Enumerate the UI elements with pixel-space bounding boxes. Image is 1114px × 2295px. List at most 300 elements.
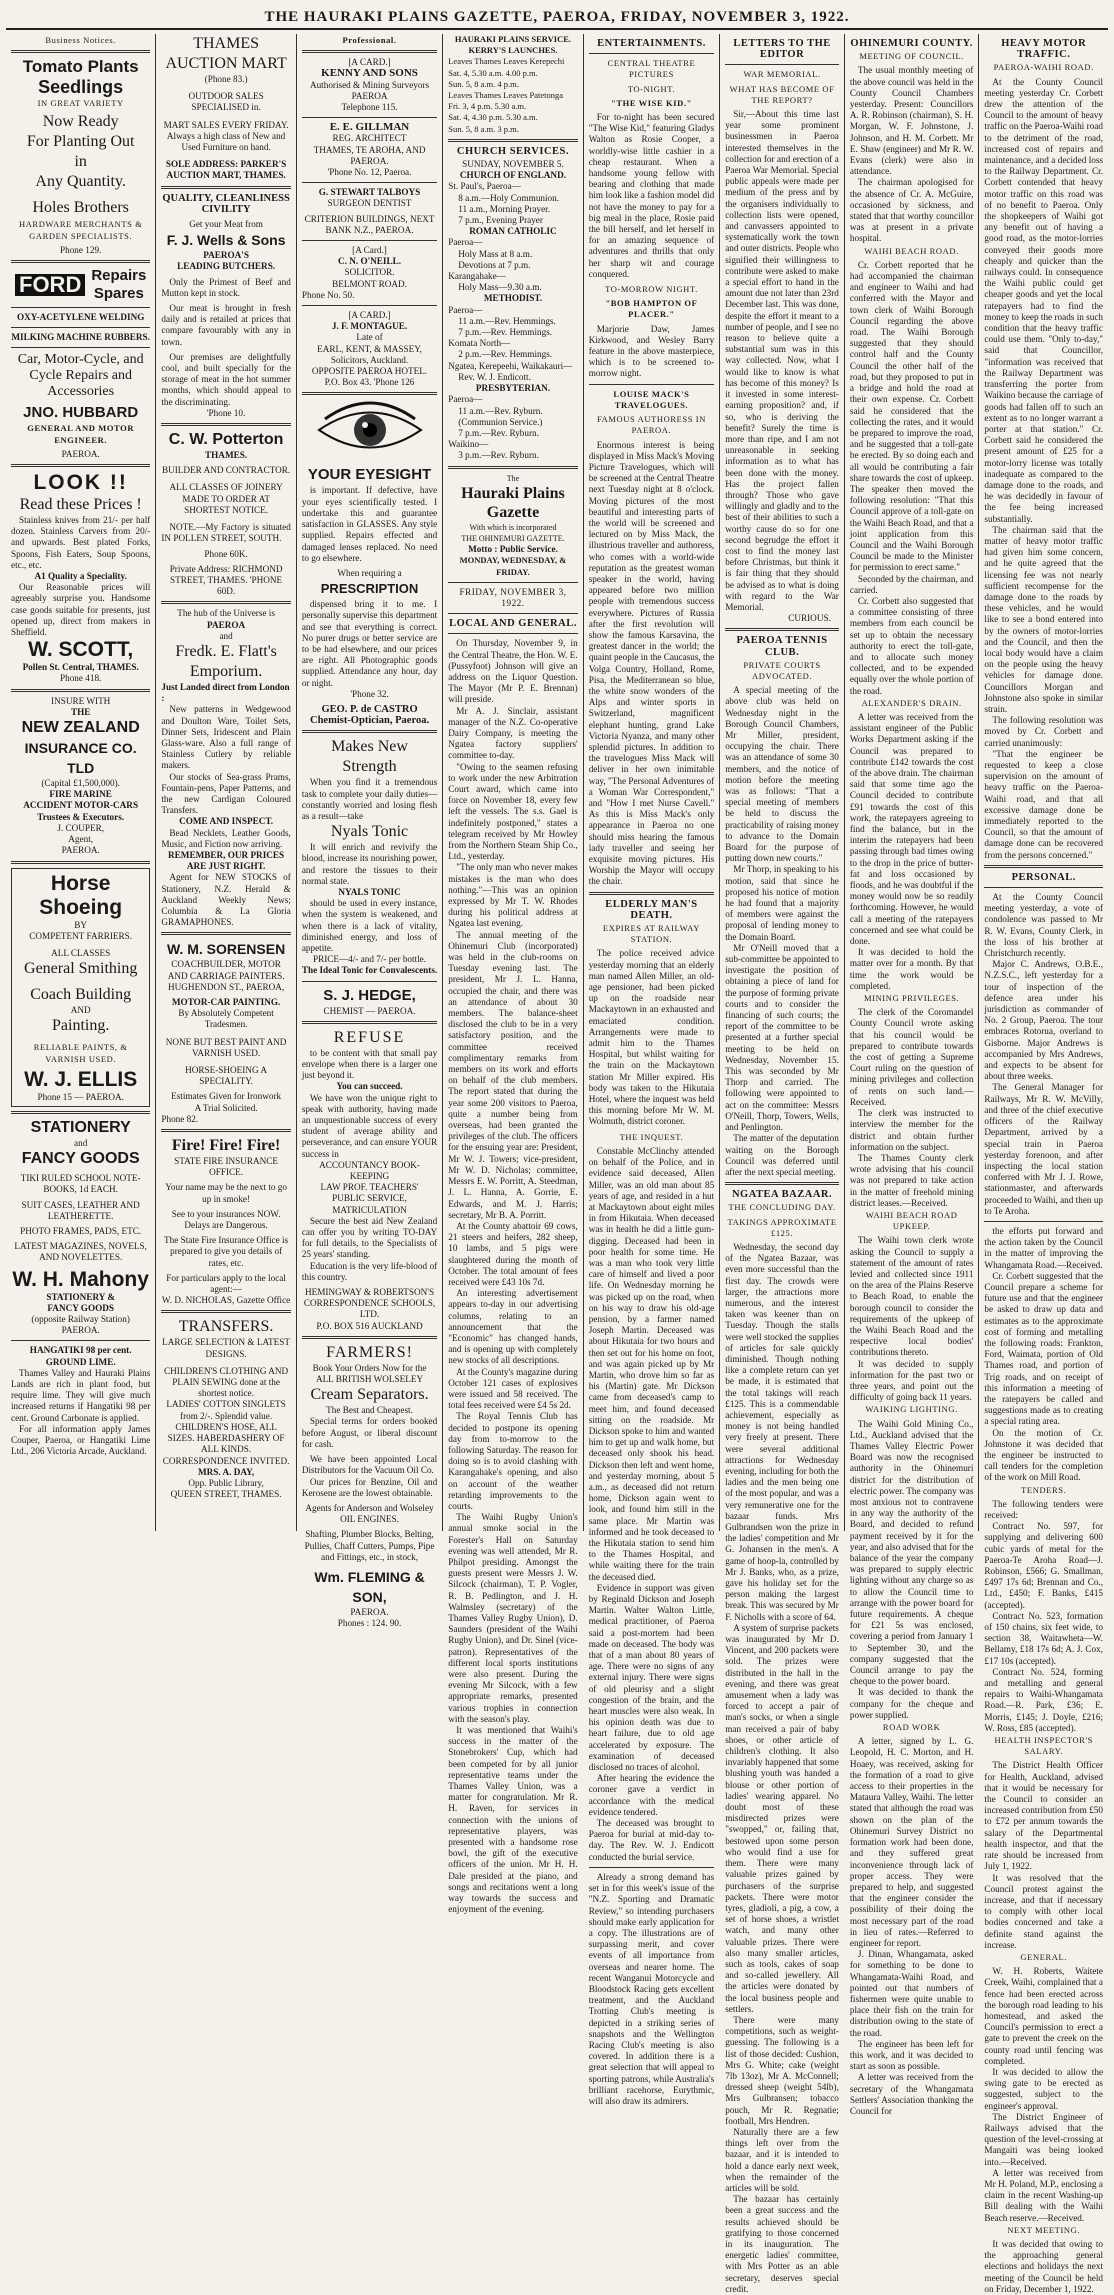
hangatiki-contact: For all information apply James Couper, Paeroa, or Hangatiki Lime Ltd., 206 Victoria Arcade, Auckland. xyxy=(11,1423,151,1457)
waiking-lighting: WAIKING LIGHTING. xyxy=(865,1404,958,1415)
gillman-name: E. E. GILLMAN xyxy=(329,121,410,134)
kerrys-row7: Sun. 5, 8 a.m. 3 p.m. xyxy=(448,123,519,134)
mart-phone: (Phone 83.) xyxy=(204,74,248,84)
column-2 xyxy=(156,34,296,1531)
montague-name: J. F. MONTAGUE. xyxy=(331,321,408,332)
kerrys-row2: Sat. 4, 5.30 a.m. 4.00 p.m. xyxy=(448,67,538,78)
church-line11: Karangahake— xyxy=(448,271,506,282)
gillman-title: REG. ARCHITECT xyxy=(332,133,407,144)
tomato-title: Tomato Plants xyxy=(22,57,139,77)
potterton-phone: Phone 60K. xyxy=(204,548,248,559)
sorensen-name: W. M. SORENSEN xyxy=(166,941,286,958)
sorensen-paint: NONE BUT BEST PAINT AND VARNISH USED. xyxy=(165,1036,287,1058)
look-title: LOOK !! xyxy=(33,471,128,495)
ford-logo: FORD xyxy=(15,274,85,296)
county-text-17: The engineer has been left for this work, and it was decided to start as soon as possible. xyxy=(849,2038,974,2072)
kenny-phone: Telephone 115. xyxy=(341,102,398,113)
fire-title: Fire! Fire! Fire! xyxy=(171,1137,281,1155)
farmers-shafting: Shafting, Plumber Blocks, Belting, Pullies, Chaff Cutters, Pumps, Pipe and Fittings, etc., in stock, xyxy=(304,1529,435,1562)
nyals-price: PRICE—4/- and 7/- per bottle. xyxy=(313,954,427,965)
wells-name: F. J. Wells & Sons xyxy=(166,232,286,249)
sorensen-estimates: Estimates Given for Ironwork xyxy=(171,1091,282,1102)
mart-furniture: Always a high class of New and Used Furniture on hand. xyxy=(166,130,286,153)
elderly-sub: EXPIRES AT RAILWAY STATION. xyxy=(602,923,700,945)
scott-address: Pollen St. Central, THAMES. xyxy=(22,662,139,673)
bazaar-takings: TAKINGS APPROXIMATE £125. xyxy=(727,1216,837,1238)
mart-title: AUCTION MART xyxy=(165,55,287,72)
gazette-ohinemuri: THE OHINEMURI GAZETTE. xyxy=(461,533,565,543)
traffic-text-2: The chairman said that the matter of heavy motor traffic had given him some concern, and he quite agreed that the licensing fee was not nearly sufficient recompense for the damage done to the roads by these vehicles, and he would like to see a bond entered into by the owners of motor-lorries and the Council, and then the local body would have a claim on the people using the heavy vehicles for damage done. Councillors Morgan and Johnstone also spoke in similar strain. xyxy=(984,524,1104,714)
church-line18: 2 p.m.—Rev. Hemmings. xyxy=(458,349,553,360)
general-text-3: The District Engineer of Railways advised that the question of the level-crossing at Mangaiti was being looked into.—Received. xyxy=(984,2111,1104,2167)
hubbard-desc: GENERAL AND MOTOR ENGINEER. xyxy=(27,423,135,445)
flatt-necklets: Bead Necklets, Leather Goods, Music, and Fiction now arriving. xyxy=(161,827,291,849)
general-text-1: W. H. Roberts, Waitete Creek, Waihi, complained that a fence had been erected across the borough road leading to his homestead, and asked the Council's permission to erect a gate to prevent the creek on the county road until fencing was completed. xyxy=(984,1966,1104,2066)
insure-paeroa: PAEROA. xyxy=(61,845,100,856)
potterton-joinery: ALL CLASSES OF JOINERY MADE TO ORDER AT SHORTEST NOTICE. xyxy=(169,482,283,515)
fire-agent: W. D. NICHOLAS, Gazette Office xyxy=(161,1295,291,1306)
church-line17: Komata North— xyxy=(448,338,511,349)
potterton-name: C. W. Potterton xyxy=(168,431,284,449)
hedge-chemist: CHEMIST — PAEROA. xyxy=(323,1005,416,1016)
ellis-phone: Phone 15 — PAEROA. xyxy=(37,1091,124,1102)
next-meeting-head: NEXT MEETING. xyxy=(1007,2224,1081,2235)
church-title: CHURCH SERVICES. xyxy=(456,145,569,157)
potterton-note: NOTE.—My Factory is situated IN POLLEN STREET, SOUTH. xyxy=(161,522,291,544)
column-4 xyxy=(443,34,583,1915)
tonight: TO-NIGHT. xyxy=(627,83,676,94)
tennis-head: PAEROA TENNIS CLUB. xyxy=(736,635,828,658)
flatt-paeroa: PAEROA xyxy=(207,619,246,630)
inquest-text-2: Evidence in support was given by Reginald Dickson and Joseph Martin. Walter Walton Little, medical practitioner, of Paeroa said a post-mortem had been made on deceased. The body was that of a man about 80 years of age. There were no signs of any external injury. There were signs of old pleurisy and a slight congestion of the brain, and the heart muscles were also weak. In his opinion death was due to heart failure, due to old age accelerated by exposure. The examination of deceased disclosed no traces of alcohol. xyxy=(588,1582,715,1773)
kerrys-launches: KERRY'S LAUNCHES. xyxy=(468,45,558,56)
transfers-correspondence: CORRESPONDENCE INVITED. xyxy=(162,1455,290,1466)
mahony-line1: STATIONERY & xyxy=(46,1291,116,1302)
local-para-5: The annual meeting of the Ohinemuri Club (incorporated) was held in the club-rooms on Tuesday evening last. The president, Mr J. L. Hanna, occupied the chair, and there was an attendance of about 30 members. The balance-sheet disclosed the club to be in a very satisfactory position, and the committee received complimentary remarks from members on its work and efforts on behalf of the club members. The report stated that during the year some 200 visitors to Paeroa, quite a number being from overseas, had been granted the privileges of the club. The officers for the ensuing year are: President, Mr W. J. Towers; vice-president, Mr W. D. Nicholas; committee, Messrs E. W. Porritt, A. Steedman, J. L. Hanna, A. Gorrie, E. Edwards, and M. J. Harris; secretary, Mr B. A. Porritt. xyxy=(448,929,578,1220)
look-text: Stainless knives from 21/- per half dozen. Stainless Carvers from 20/- and upwards. Best plated Forks, Spoons, Fish Eaters, Soup Spoons, etc., etc. xyxy=(11,515,151,570)
farmers-book: Book Your Orders Now for the xyxy=(312,1362,427,1373)
wells-paeroa: PAEROA'S xyxy=(203,250,249,261)
bazaar-head: NGATEA BAZAAR. xyxy=(731,1189,833,1201)
gazette-title: Hauraki Plains Gazette xyxy=(461,484,565,521)
montague-solicitors: Solicitors, Auckland. xyxy=(330,354,409,365)
ford-rubbers: MILKING MACHINE RUBBERS. xyxy=(11,332,150,343)
wells-quality: QUALITY, CLEANLINESS xyxy=(162,192,290,204)
church-stpauls: St. Paul's, Paeroa— xyxy=(448,181,521,192)
sorensen-motor: MOTOR-CAR PAINTING. xyxy=(171,997,281,1007)
inquest-head: THE INQUEST. xyxy=(619,1131,684,1142)
local-para-1: On Thursday, November 9, in the Central Theatre, the Hon. W. E. (Pussyfoot) Johnson will give an address on the Liquor Question. The Mayor (Mr P. E. Brennan) will preside. xyxy=(448,638,578,705)
bazaar-text-2: A system of surprise packets was inaugurated by Mr D. Vincent, and 200 packets were sold. The prizes were distributed in the hall in the evening, and there was great amusement when a lady was forced to accept a pair of man's socks, or when a single man received a pair of baby shoes, or other article of children's clothing. It also invariably happened that some blushing youth was handed a blouse or other portion of ladies' wearing apparel. No doubt most of these misdirected prizes were "swopped," or, failing that, bestowed upon some person who would find a use for them. There were many valuable prizes gained by purchasers of the surprise packets. There were motor tyres, gladioli, a pig, a cow, a set of horse shoes, a wristlet watch, and many other valuable prizes. There were also many smaller articles, such as tools, cakes of soap and so-called jewellery. All the articles were donated by the local business people and settlers. xyxy=(725,1622,839,2014)
alexanders-drain: ALEXANDER'S DRAIN. xyxy=(861,697,962,708)
personal-text-6: On the motion of Cr. Johnstone it was decided that the engineer be instructed to call tenders for the completion of the work on Mill Road. xyxy=(984,1427,1104,1483)
central-theatre: CENTRAL THEATRE PICTURES xyxy=(607,58,696,80)
church-line27: 3 p.m.—Rev. Ryburn. xyxy=(458,450,539,461)
oneill-title: SOLICITOR. xyxy=(344,267,395,278)
county-text-16: J. Dinan, Whangamata, asked for something to be done to Whangamata-Waihi Road, and pointed out that numbers of fishermen were quite unable to place their fish on the train for distribution owing to the state of the road. xyxy=(849,1949,974,2038)
wise-kid-text: For to-night has been secured "The Wise Kid," featuring Gladys Walton as Rosie Cooper, a worldly-wise little cashier in a cheap restaurant. When a handsome young fellow with bearing and clothing that made him look like a fashion model did not have the money to pay for a big meal in the place, Rosie paid the bill herself, and let herself in for an amazing sequence of adventures and thrills that only her sharp wit and courage conquered. xyxy=(588,112,715,279)
montague-box: P.O. Box 43. 'Phone 126 xyxy=(324,377,415,388)
transfers-selection: LARGE SELECTION & LATEST DESIGNS. xyxy=(162,1337,291,1359)
wells-civility: CIVILITY xyxy=(201,203,251,215)
county-text-4: Seconded by the chairman, and carried. xyxy=(849,573,974,595)
personal-text-4: the efforts put forward and the action taken by the Council in the matter of improving the Whangamata Road.—Received. xyxy=(984,1225,1104,1270)
montague-opp: OPPOSITE PAEROA HOTEL. xyxy=(311,366,428,377)
talboys-name: G. STEWART TALBOYS xyxy=(318,187,421,198)
ford-banner xyxy=(11,267,150,303)
bazaar-text-4: Naturally there are a few things left over from the bazaar, and it is intended to hold a dance early next week, when the remainder of the articles will be sold. xyxy=(725,2126,839,2193)
nyals-tonic-caps: NYALS TONIC xyxy=(338,886,401,897)
horse-paints: RELIABLE PAINTS, & VARNISH USED. xyxy=(33,1042,128,1064)
tennis-sub: PRIVATE COURTS ADVOCATED. xyxy=(743,659,821,681)
insure-nz: NEW ZEALAND xyxy=(21,719,140,737)
general-text-2: It was decided to allow the swing gate to be erected as suggested, subject to the engineer's approval. xyxy=(984,2066,1104,2111)
kerrys-row4: Leaves Thames Leaves Patetonga xyxy=(448,90,564,101)
stationery-fancy: FANCY GOODS xyxy=(21,1150,140,1168)
fleming-phones: Phones : 124. 90. xyxy=(337,1618,402,1629)
wells-butchers: LEADING BUTCHERS. xyxy=(177,261,276,272)
eye-icon xyxy=(315,401,425,459)
stationery-tiki: TIKI RULED SCHOOL NOTE-BOOKS, 1d EACH. xyxy=(20,1173,141,1195)
refuse-course3: PUBLIC SERVICE, MATRICULATION xyxy=(332,1193,407,1215)
mart-address: SOLE ADDRESS: PARKER'S AUCTION MART, THAMES. xyxy=(165,159,287,181)
ellis-name: W. J. ELLIS xyxy=(24,1067,138,1091)
church-line25: 7 p.m.—Rev. Ryburn. xyxy=(458,427,539,438)
wells-get: Get your Meat from xyxy=(189,219,263,230)
nyals-strength: Strength xyxy=(342,758,397,776)
waihi-beach-road: WAIHI BEACH ROAD. xyxy=(864,245,959,256)
ford-spares: Spares xyxy=(93,285,144,303)
local-para-3: "Owing to the seamen refusing to work under the new Arbitration Court award, which came into force on November 18, every few left the vessels. The s.s. Gael is indefinitely postponed," states a telegram received by Mr Howley from the Northern Steam Ship Co., Ltd., yesterday. xyxy=(448,761,578,862)
flatt-landed: Just Landed direct from London : xyxy=(161,681,290,704)
horse-smithing: General Smithing xyxy=(24,960,138,978)
a1-text: Our Reasonable prices will agreeably surprise you. Handsome case goods suitable for presents, just opened up, direct from makers in Sheffield. xyxy=(11,582,151,638)
gazette-incorporated: With which is incorporated xyxy=(469,522,557,532)
tomorrow: TO-MORROW NIGHT. xyxy=(605,284,698,295)
traffic-sub: PAEROA-WAIHI ROAD. xyxy=(993,62,1094,73)
refuse-box: P.O. BOX 516 AUCKLAND xyxy=(316,1320,423,1331)
war-report: WHAT HAS BECOME OF THE REPORT? xyxy=(729,83,835,105)
montague-late: Late of xyxy=(356,332,383,343)
insure-co: INSURANCE CO. TLD xyxy=(24,740,137,777)
county-text-3: Cr. Corbett reported that he had accompanied the chairman and engineer to Waihi and had conferred with the Mayor and town clerk of Waihi Borough Council regarding the above road. The Waihi Borough suggested that they should control half and the County Council the other half of the road, but they proposed to put in a bridge and hold the road at their own expense. Cr. Corbett said he considered that the collecting the rates, and it would be prepared to improve the road, and he suggested that a toll-gate be erected. By so doing each and all would be contributing a fair share towards the cost of upkeep. The speaker then moved the following resolution: "That this Council approve of a toll-gate on the Waihi Beach Road, and that a joint application from this Council and the Waihi Borough Council be made to the Minister for permission to erect same." xyxy=(849,259,974,573)
kerrys-row6: Sat. 4, 4.30 p.m. 5.30 a.m. xyxy=(448,112,538,123)
county-text-12: It was decided to supply information for the past two or three years, and point out the difficulty of going back 11 years. xyxy=(849,1358,974,1403)
oneill-road: BELMONT ROAD. xyxy=(332,278,407,289)
horse-by: BY xyxy=(74,919,88,930)
road-work: ROAD WORK xyxy=(882,1722,941,1733)
column-3 xyxy=(297,34,443,1629)
montague-firm: EARL, KENT, & MASSEY, xyxy=(317,343,422,354)
refuse-education: Education is the very life-blood of this country. xyxy=(301,1260,438,1282)
talboys-address: CRITERION BUILDINGS, NEXT BANK N.Z., PAEROA. xyxy=(304,213,435,235)
wells-primest: Only the Primest of Beef and Mutton kept in stock. xyxy=(161,276,291,298)
wells-phone: 'Phone 10. xyxy=(206,407,246,418)
potterton-builder: BUILDER AND CONTRACTOR. xyxy=(161,465,291,476)
kenny-card: [A CARD.] xyxy=(348,57,391,68)
bazaar-text-1: Wednesday, the second day of the Ngatea Bazaar, was even more successful than the first day. The crowds were larger, the attractions more numerous, and the interest taken was keener than on Tuesday. Though the stalls were well stocked the supplies of articles for sale quickly diminished. Though nothing like a complete return can yet be made, it is estimated that the total takings will reach £125. This is a commendable achievement, especially as money is not being handled very freely at present. There were several additional attractions for Wednesday evening, including for both the ladies and the men being one of the most popular, and was a very remunerative one for the bazaar funds. Mrs Gulbrandsen won the prize in the ladies' competition and Mr G. Johansen in the men's. A game of hoop-la, controlled by Mr J. Banks, who, as a prize, gave his holiday set for the person making the largest break. This was secured by Mr F. Nicholls with a score of 64. xyxy=(725,1241,839,1622)
holes-brothers: Holes Brothers xyxy=(32,199,129,217)
kerrys-title: HAURAKI PLAINS SERVICE. xyxy=(454,34,572,44)
holes-desc: HARDWARE MERCHANTS & GARDEN SPECIALISTS. xyxy=(18,219,143,241)
church-line12: Holy Mass—9.30 a.m. xyxy=(458,282,542,293)
mart-thames: THAMES xyxy=(193,35,259,52)
county-text-14: It was decided to thank the company for the cheque and power supplied. xyxy=(849,1687,974,1720)
tenders-text-1: The following tenders were received: xyxy=(984,1498,1104,1520)
elderly-text: The police received advice yesterday morning that an elderly man named Allen Miller, an old-age pensioner, had been picked up on the roadside near Mackaytown in an exhausted and emaciated condition. Arrangements were made to admit him to the Thames Hospital, but whilst waiting for the train on the Mackaytown station Mr Miller expired. His body was taken to the Hikutaia Hotel, where the inquest was held this morning before Mr W. M. Wolmuth, district coroner. xyxy=(588,948,715,1127)
mack-head: LOUISE MACK'S TRAVELOGUES. xyxy=(613,388,690,410)
war-memorial: WAR MEMORIAL. xyxy=(743,69,821,80)
inquest-text-4: The deceased was brought to Paeroa for burial at mid-day to-day. The Rev. W. J. Endicott conducted the burial service. xyxy=(588,1818,715,1862)
church-england: CHURCH OF ENGLAND. xyxy=(459,170,567,181)
refuse-course1: ACCOUNTANCY BOOK-KEEPING xyxy=(319,1159,420,1182)
kenny-name: KENNY AND SONS xyxy=(321,67,418,80)
transfers-street: QUEEN STREET, THAMES. xyxy=(170,1489,282,1500)
tomato-planting: For Planting Out xyxy=(26,133,135,151)
flatt-prices: REMEMBER, OUR PRICES ARE JUST RIGHT. xyxy=(168,849,285,872)
scott-phone: Phone 418. xyxy=(60,673,102,684)
nyals-makes: Makes New xyxy=(331,738,408,756)
nyals-when: When you find it a tremendous task to complete your daily duties—constantly worried and losing flesh as a result—take xyxy=(301,777,438,821)
county-text-6: A letter was received from the assistant engineer of the Public Works Department asking if the Council was prepared to contribute £142 towards the cost of the above drain. The chairman said that some time ago the Council decided to contribute £91 towards the cost of this work, the ratepayers agreeing to find the balance, but in the interim the ratepayers had been passing through bad times owing to the drop in the price of butter-fat and loss occasioned by floods, and he was doubtful if the money would now be so readily forthcoming. However, he would call a meeting of the ratepayers concerned and see what could be done. xyxy=(849,711,974,947)
letter-signature: CURIOUS. xyxy=(788,613,831,624)
wells-fresh: Our meat is brought in fresh daily and is retailed at prices that compare favourably with any in town. xyxy=(161,303,291,347)
kenny-town: PAEROA xyxy=(351,90,388,101)
column-6 xyxy=(720,34,845,2294)
sorensen-horse: HORSE-SHOEING A SPECIALITY. xyxy=(185,1065,268,1087)
tenders-text-2: Contract No. 597, for supplying and delivering 600 cubic yards of metal for the Paeroa-Te Aroha Road—J. Robinson, £566; G. Smallman, £497 17s 6d; Brennan and Co., Ltd., £450; F. Banks, £415 (accepted). xyxy=(984,1521,1104,1610)
transfers-hose: CHILDREN'S HOSE, ALL SIZES. HABERDASHERY OF ALL KINDS. xyxy=(167,1421,285,1455)
hedge-name: S. J. HEDGE, xyxy=(323,986,416,1004)
inspector-head: HEALTH INSPECTOR'S SALARY. xyxy=(994,1735,1093,1757)
gillman-towns: THAMES, TE AROHA, AND PAEROA. xyxy=(313,144,426,166)
horse-classes: ALL CLASSES xyxy=(51,947,111,958)
fire-particulars: For particulars apply to the local agent:— xyxy=(166,1272,286,1295)
entertainments-head: ENTERTAINMENTS. xyxy=(597,38,706,49)
insure-couper: J. COUPER, xyxy=(57,822,105,833)
eyesight-when: When requiring a xyxy=(337,567,402,578)
mart-friday: MART SALES EVERY FRIDAY. xyxy=(163,119,289,130)
potterton-private: Private Address: RICHMOND STREET, THAMES. 'PHONE 60D. xyxy=(169,563,283,597)
eyesight-prescription: PRESCRIPTION xyxy=(320,581,419,597)
farmers-agents: Agents for Anderson and Wolseley OIL ENGINES. xyxy=(305,1502,434,1525)
local-para-8: At the County's magazine during October 121 cases of explosives were issued and 58 received. The total fees received were £4 5s 2d. xyxy=(448,1366,578,1411)
personal-text-3: The General Manager for Railways, Mr R. W. McVilly, and three of the chief executive officers of the Railway Department, arrived by a special train in Paeroa yesterday forenoon, and after inspecting the local station conferred with Mr J. J. Rowe, stationmaster, and afterwards proceeded to Waihi, and then up to Te Aroha. xyxy=(984,1082,1104,1216)
church-line14: Paeroa— xyxy=(448,304,483,315)
church-line26: Waikino— xyxy=(448,439,489,450)
column-7 xyxy=(845,34,980,2116)
a1-quality: A1 Quality a Speciality. xyxy=(34,571,127,582)
tomato-in: in xyxy=(74,153,87,171)
refuse-course2: LAW PROF. TEACHERS' xyxy=(320,1182,419,1193)
nyals-tonic: Nyals Tonic xyxy=(330,823,409,841)
decastro-title: Chemist-Optician, Paeroa. xyxy=(309,715,430,727)
local-para-4: "The only man who never makes mistakes is the man who does nothing."—This was an opinion expressed by Mr T. W. Rhodes during his political address at Ngatea last evening. xyxy=(448,862,578,929)
farmers-wolseley: ALL BRITISH WOLSELEY xyxy=(315,1374,424,1385)
mahony-line2: FANCY GOODS xyxy=(47,1302,114,1313)
eyesight-phone: 'Phone 32. xyxy=(350,688,389,699)
mining-privileges: MINING PRIVILEGES. xyxy=(863,993,960,1004)
tomato-variety: IN GREAT VARIETY xyxy=(37,98,124,109)
bazaar-text-5: The bazaar has certainly been a great success and the results achieved should be gratifying to those concerned in its inauguration. The energetic ladies' committee, with Mrs Potter as an able secretary, deserves special credit. xyxy=(725,2194,839,2294)
church-line9: Holy Mass at 8 a.m. xyxy=(458,248,533,259)
refuse-succeed: You can succeed. xyxy=(336,1081,403,1092)
flatt-hub: The hub of the Universe is xyxy=(177,608,275,619)
tenders-text-4: Contract No. 524, forming and metalling and general repairs to Waihi-Whangamata Road.—R. Park, £36; E. Morris, £145; J. Doyle, £216; W. Ross, £85 (accepted). xyxy=(984,1666,1104,1733)
tomato-now-ready: Now Ready xyxy=(42,113,119,131)
personal-head: PERSONAL. xyxy=(1011,871,1076,883)
farmers-prices: Our prices for Benzine, Oil and Kerosene are the lowest obtainable. xyxy=(301,1476,438,1498)
nyals-enrich: It will enrich and revivify the blood, increase its nourishing power, and restore the tissues to their normal state. xyxy=(301,842,438,886)
sorensen-trial: A Trial Solicited. xyxy=(194,1102,258,1113)
gillman-phone: 'Phone No. 12, Paeroa. xyxy=(327,167,412,178)
county-text-7: It was decided to hold the matter over for a month. By that time the work would be completed. xyxy=(849,947,974,991)
gazette-days: MONDAY, WEDNESDAY, & FRIDAY. xyxy=(459,555,567,577)
fleming-town: PAEROA. xyxy=(350,1606,389,1617)
wise-kid: "THE WISE KID." xyxy=(611,97,692,108)
refuse-content: to be content with that small pay envelope when there is a larger one just beyond it. xyxy=(301,1047,438,1081)
traffic-text-1: At the County Council meeting yesterday Cr. Corbett drew the attention of the Council to the amount of heavy traffic on the Paeroa-Waihi road to the detriment of the road, increased cost of repairs and maintenance, and a decided loss to the Railway Department. Cr. Corbett contended that heavy motor traffic on this road was of no benefit to Paeroa. Only the shopkeepers of Waihi got any benefit out of having a good road, as the motor-lorries conveyed their goods more cheaply and quicker than the railways could. In consequence the Waihi public could get cheaper goods and yet the local ratepayers had to find the money to keep the roads in such condition that the heavy traffic could use them. "Only to-day," said that Councillor, "information was received that the Railway Department was transferring the porter from Waikino because the carriage of goods had fallen off to such an extent as to no longer warrant a porter at that station." Cr. Corbett said he considered the present amount of £25 for a motor-lorry license was totally inadequate as compared to the damage done to the roads, and he was decidedly in favour of the fee being increased substantially. xyxy=(984,76,1104,524)
transfers-name: MRS. A. DAY, xyxy=(197,1466,255,1477)
holes-phone: Phone 129. xyxy=(60,244,102,255)
county-text-2: The chairman apologised for the absence of Cr. A. McGuire, occasioned by sickness, and stated that that worthy councillor was at present in a private hospital. xyxy=(849,177,974,244)
sorensen-phone: Phone 82. xyxy=(161,1113,199,1124)
mack-sub: FAMOUS AUTHORESS IN PAEROA. xyxy=(596,414,706,436)
fire-name: Your name may be the next to go up in smoke! xyxy=(165,1182,287,1204)
inspector-text-2: It was resolved that the Council protest against the increase, and that if necessary to comply with other local bodies concerned and take a definite stand against the increase. xyxy=(984,1872,1104,1950)
refuse-secure: Secure the best aid New Zealand can offer you by writing TO-DAY for full details, to the Specialists of 25 years' standing. xyxy=(301,1215,438,1260)
general-text-4: A letter was received from Mr H. Poland, M.P., enclosing a claim in the recent Washing-up Bill dealing with the Waihi Beach reserve.—Received. xyxy=(984,2167,1104,2223)
nyals-should: should be used in every instance, when the system is weakened, and when there is a lack of vitality, diminished energy, and loss of appetite. xyxy=(301,898,438,953)
eyesight-dispensed: dispensed bring it to me. I personally supervise this department and see that everything is correct. No purer drugs or better service are to be had elsewhere, and our prices are right. All Photographic goods supplied. Attendance any hour, day or night. xyxy=(301,599,438,688)
column-8 xyxy=(979,34,1108,2294)
insure-trustees: Trustees & Executors. xyxy=(37,811,125,822)
church-line24: (Communion Service.) xyxy=(458,416,543,427)
oneill-name: C. N. O'NEILL. xyxy=(338,256,402,267)
column-5 xyxy=(584,34,721,2106)
sorensen-trade: COACHBUILDER, MOTOR AND CARRIAGE PAINTERS. xyxy=(167,959,285,981)
transfers-opp: Opp. Public Library, xyxy=(188,1477,264,1488)
letters-head: LETTERS TO THE EDITOR xyxy=(733,38,831,61)
ohinemuri-head: OHINEMURI COUNTY. xyxy=(850,38,973,49)
masthead: THE HAURAKI PLAINS GAZETTE, PAEROA, FRIDAY, NOVEMBER 3, 1922. xyxy=(6,6,1108,30)
next-meeting-text: It was decided that owing to the approaching general elections and holidays the next meeting of the Council be held on Friday, December 1, 1922. xyxy=(984,2239,1104,2294)
tomato-seedlings: Seedlings xyxy=(38,77,124,98)
flatt-stocks: Our stocks of Sea-grass Prams, Fountain-pens, Paper Patterns, and the new Cardigan Coloured Transfers. xyxy=(161,771,291,816)
county-text-18: A letter was received from the secretary of the Whangamata Settlers' Association thanking the Council for xyxy=(849,2072,974,2116)
business-notices-label: Business Notices. xyxy=(45,35,116,45)
inspector-text-1: The District Health Officer for Health, Auckland, advised that it would be necessary for the Council to consider an increased contribution from £50 to £72 per annum towards the salary of the Departmental health inspector, and that the rate should be increased from July 1, 1922. xyxy=(984,1760,1104,1872)
flatt-inspect: COME AND INSPECT. xyxy=(179,816,274,827)
horse-coach: Coach Building xyxy=(30,986,132,1004)
farmers-vacuum: We have been appointed Local Distributors for the Vacuum Oil Co. xyxy=(301,1454,438,1476)
transfers-singlets: LADIES' COTTON SINGLETS from 2/-. Splendid value. xyxy=(166,1399,286,1421)
letter-text: Sir,—About this time last year some prominent businessmen in Paeroa interested themselves in the collection for and erection of a Paeroa War Memorial. Special public appeals were made per medium of the press and by the organisers individually to collection lists were opened, and canvassers appointed to systematically work the town and outer districts. People who signified their willingness to contribute were asked to make a special effort to hand in the amount due not later than 23rd December last. This was done, despite the effort it meant to a number of people, and I see no reason to believe quite a substantial sum was in this way collected. Now, what I would like to know is what has become of this money? Is it invested in some interest-earning proposition? and, if so, who is deriving the benefit? Surely the time is more than ripe, and I am not unreasonable in seeking information as to what has been done with the money. Has the project fallen through? Those who gave willingly and gladly and to the best of their abilities to such a worthy cause do so for one second begrudge the effort it cost to find the money last before Christmas, but think it is fair thing that they should be advised as to what is doing with regard to the War Memorial. xyxy=(725,109,839,612)
tennis-text-3: Mr O'Neill moved that a sub-committee be appointed to investigate the position of obtaining a piece of land for the purpose of forming private courts and to consider the financing of such courts; the report of the committee to be presented at a further special meeting to be held on Wednesday, November 15. This was seconded by Mr Thorp and carried. The following were appointed to act on the committee: Messrs O'Neill, Thorp, Towers, Wells, and Penlington. xyxy=(725,942,839,1133)
hubbard-name: JNO. HUBBARD xyxy=(23,404,139,422)
church-line22: Paeroa— xyxy=(448,394,483,405)
local-para-9: The Royal Tennis Club has decided to postpone its opening day from to-morrow to the following Saturday. The reason for doing so is to avoid clashing with Karangahake's opening, and also on account of the weather retarding improvements to the courts. xyxy=(448,1411,578,1511)
decastro-name: GEO. P. de CASTRO xyxy=(321,703,418,715)
horse-title: Horse Shoeing xyxy=(39,871,123,919)
gazette-the: The xyxy=(506,473,520,483)
tennis-text-4: The matter of the deputation waiting on the Borough Council was deferred until after the next special meeting. xyxy=(725,1133,839,1177)
ford-welding: OXY-ACETYLENE WELDING xyxy=(16,312,145,323)
mahony-town: PAEROA. xyxy=(61,1325,100,1336)
county-text-13: The Waihi Gold Mining Co., Ltd., Auckland advised that the Thames Valley Electric Power Board was now the recognised authority in the Ohinemuri district for the distribution of electric power. The company was most anxious not to contravene in any way the authority of the Board, and decided to refund payment received by it for the year, and also advised that for the balance of the year the company was prepared to supply electric lighting without any charge so as to allow the Council time to arrange with the power board for future requirements. A cheque for £21 5s was enclosed, covering a period from January 1 to September 30, and the company suggested that the Council arrange to pay the cheque to the power board. xyxy=(849,1418,974,1687)
eyesight-title: YOUR EYESIGHT xyxy=(307,466,432,484)
horse-farriers: COMPETENT FARRIERS. xyxy=(29,930,133,941)
transfers-title: TRANSFERS. xyxy=(178,1318,274,1336)
elderly-head: ELDERLY MAN'S DEATH. xyxy=(605,898,698,921)
tenders-head: TENDERS. xyxy=(1021,1484,1067,1495)
stationery-cases: SUIT CASES, LEATHER AND LEATHERETTE. xyxy=(21,1199,140,1221)
fire-office: STATE FIRE INSURANCE OFFICE. xyxy=(174,1156,279,1178)
sorensen-competent: By Absolutely Competent Tradesmen. xyxy=(178,1008,274,1030)
farmers-separators: Cream Separators. xyxy=(310,1386,429,1404)
church-line23: 11 a.m.—Rev. Ryburn. xyxy=(458,405,543,416)
professional-label: Professional. xyxy=(342,35,397,45)
local-general-head: LOCAL AND GENERAL. xyxy=(449,618,577,630)
church-methodist: METHODIST. xyxy=(483,293,543,304)
flatt-patterns: New patterns in Wedgewood and Doulton Ware, Toilet Sets, Dinner Sets, Iridescent and Plain Glass-ware. Also a full range of Stainless Cutlery by reliable makers. xyxy=(161,704,291,771)
refuse-won: We have won the unique right to speak with authority, having made an unquestionable success of every student of average ability and perseverance, and can ensure YOUR success in xyxy=(301,1092,438,1159)
church-line20: Rev. W. J. Endicott. xyxy=(458,371,531,382)
tennis-text-2: Mr Thorp, in speaking to his motion, said that since he proposed his notice of motion he had found that a majority of members were against the proposal of lending money to the Domain Board. xyxy=(725,864,839,942)
mahony-opp: (opposite Railway Station) xyxy=(31,1313,130,1324)
insure-with: INSURE WITH xyxy=(51,695,111,706)
local-para-10: The Waihi Rugby Union's annual smoke social in the Forester's Hall on Saturday evening was well attended, Mr R. Philpot presiding. Amongst the guests present were Messrs J. W. Silcock (chairman), T. P. Vogler, R. B. Pedlington, and J. H. Walmsley (secretary) of the Thames Valley Rugby Union), D. Saunders (president of the Waihi Rugby Union), and Dr. Sinel (vice-patron). Representatives of the different local sports institutions were also present. During the evening Mr Silcock, with a few appropriate remarks, presented various trophies in connection with the season's play. xyxy=(448,1512,578,1724)
personal-text-2: Major C. Andrews, O.B.E., N.Z.S.C., left yesterday for a tour of inspection of the defence area under his jurisdiction as commander of No. 2 Group, Paeroa. The tour embraces Rotorua, overland to Gisborne. Major Andrews is accompanied by Mrs Andrews, and expects to be absent for about three weeks. xyxy=(984,959,1104,1082)
farmers-title: FARMERS! xyxy=(326,1343,413,1361)
sporting-review-text: Already a strong demand has set in for this week's issue of the "N.Z. Sporting and Dramatic Review," so intending purchasers should make early application for a copy. The illustrations are of surpassing merit, and cover events of all importance from overseas and nearer home. The recent Wanganui Motorcycle and Bloodstock Racing gets excellent treatment, and the Auckland Trotting Club's meeting is depicted in a striking series of snapshots and the Wellington Racing Club's meeting is also covered. In addition there is a great selection that will appeal to sporting patrons, while Australia's brilliant racehorse, Eurythmic, will also draw its admirers. xyxy=(588,1871,715,2106)
stationery-and: and xyxy=(74,1137,88,1148)
oneill-phone: Phone No. 50. xyxy=(301,289,355,300)
county-text-10: The Thames County clerk wrote advising that his council was not prepared to take action in the matter of freehold mining district leases.—Received. xyxy=(849,1152,974,1208)
church-line8: Paeroa— xyxy=(448,237,483,248)
eye-illustration xyxy=(302,401,437,459)
kenny-desc: Authorised & Mining Surveyors xyxy=(309,79,430,90)
tomato-quantity: Any Quantity. xyxy=(35,173,126,191)
nyals-ideal: The Ideal Tonic for Convalescents. xyxy=(301,965,438,976)
insure-the: THE xyxy=(70,706,91,717)
flatt-name: Fredk. E. Flatt's xyxy=(175,642,277,660)
bazaar-sub: THE CONCLUDING DAY. xyxy=(728,1202,836,1213)
montague-card: [A CARD.] xyxy=(348,310,391,321)
scott-name: W. SCOTT, xyxy=(28,638,134,662)
eyesight-text: is important. If defective, have your eyes scientifically tested. I undertake this and guarantee satisfaction in GLASSES. Any style supplied. Repairs effected and damaged lenses replaced. No need to go elsewhere. xyxy=(301,485,438,563)
church-catholic: ROMAN CATHOLIC xyxy=(469,226,557,237)
traffic-text-4: "That the engineer be requested to keep a close supervision on the amount of heavy traffic on the Paeroa-Waihi road, and that all excessive damage done be immediately reported to the Council, so that the amount of damage done can be recovered from the persons concerned." xyxy=(984,748,1104,860)
church-line15: 11 a.m.—Rev. Hemmings. xyxy=(458,315,556,326)
hubbard-town: PAEROA. xyxy=(61,448,100,459)
church-line19: Ngatea, Kerepeehi, Waikakauri— xyxy=(448,360,573,371)
bazaar-text-3: There were many competitions, such as weight-guessing. The following is a list of those decided: Cushion, Mrs G. White; cake (weight 7lb 13oz), Mr A. McConnell; dressed sheep (weight 54lb), Mrs Gulbransen; tobacco pouch, Mr R. Regnatie; football, Mrs Hendren. xyxy=(725,2014,839,2126)
flatt-emporium: Emporium. xyxy=(189,662,263,680)
bob-hampton: "BOB HAMPTON OF PLACER." xyxy=(605,298,698,320)
refuse-school: HEMINGWAY & ROBERTSON'S CORRESPONDENCE SCHOOLS, LTD. xyxy=(303,1287,436,1320)
church-presbyterian: PRESBYTERIAN. xyxy=(475,383,551,394)
county-text-1: The usual monthly meeting of the above council was held in the County Council Chambers yesterday. Present: Councillors A. R. Robinson (chairman), S. H. Morgan, W. F. Johnstone, J. Johnson, and H. M. Corbett. Mr E. Shaw (engineer) and Mr R. W. Evans (clerk) were also in attendance. xyxy=(849,65,974,177)
general-head: GENERAL. xyxy=(1020,1951,1068,1962)
columns xyxy=(6,34,1108,2294)
church-line4: 8 a.m.—Holy Communion. xyxy=(458,192,560,203)
bob-text: Marjorie Daw, James Kirkwood, and Wesley Barry feature in the above masterpiece, which is to be screened to-morrow night. xyxy=(588,323,715,379)
local-para-6: At the County abattoir 69 cows, 21 steers and heifers, 282 sheep, 10 lambs, and 5 pigs were slaughtered during the month of October. The total amount of fees received were £43 10s 7d. xyxy=(448,1220,578,1287)
county-text-15: A letter, signed by L. G. Leopold, H. C. Morton, and H. Hoaey, was received, asking for the formation of a road to give access to their properties in the Mataura Valley, Waihi. The letter stated that although the road was shown on the plan of the Ohinemuri Survey District no formation work had been done, and they suffered great inconvenience through lack of proper access. They were prepared to help, and suggested that the engineer consider the possibility of their doing the most necessary part of the road in lieu of rates.—Referred to engineer for report. xyxy=(849,1736,974,1948)
church-date: SUNDAY, NOVEMBER 5. xyxy=(462,159,564,170)
tenders-text-3: Contract No. 523, formation of 150 chains, six feet wide, to section 38, Waitawheta—W. Bellamy, £18 17s 6d; A. J. Cox, £17 10s (accepted). xyxy=(984,1610,1104,1666)
